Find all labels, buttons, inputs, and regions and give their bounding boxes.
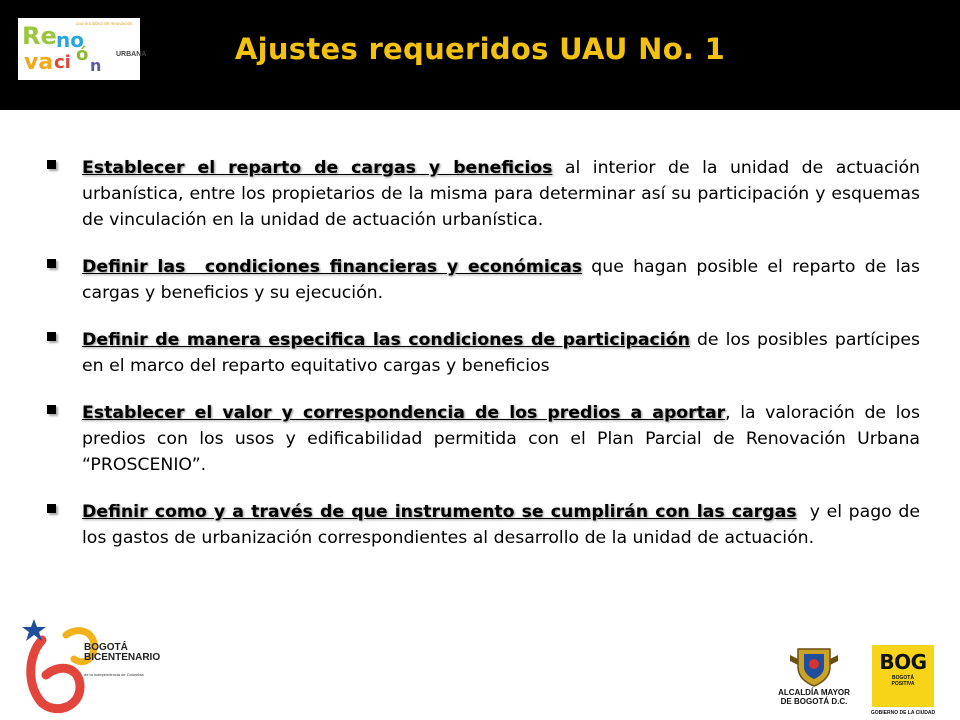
item-lead: Establecer el reparto de cargas y beneficios: [82, 158, 553, 178]
alcaldia-crest-icon: [788, 645, 840, 687]
logo-subtitle: URBANA: [116, 51, 147, 58]
item-text: [82, 254, 920, 306]
item-text: [82, 155, 920, 233]
square-bullet-icon: [40, 499, 82, 551]
alcaldia-line2: DE BOGOTÁ D.C.: [780, 697, 848, 706]
item-text: [82, 327, 920, 379]
square-bullet-icon: [40, 254, 82, 306]
logo-word-part: n: [90, 56, 102, 75]
bicentenario-line2: BICENTENARIO: [84, 652, 161, 663]
alcaldia-label: [768, 688, 860, 706]
item-lead: Definir las condiciones financieras y económicas: [82, 257, 583, 277]
item-rest: que hagan posible el reparto de las cargas y beneficios y su ejecución.: [82, 257, 920, 303]
bogota-positiva-logo: [872, 645, 934, 707]
logo-word-part: ó: [76, 44, 89, 65]
bog-sub-line2: POSITIVA: [891, 681, 915, 687]
requirements-list: [40, 155, 926, 572]
bog-subtitle: [872, 675, 934, 687]
item-rest: y el pago de los gastos de urbanización correspondientes al desarrollo de la unidad de actuación.: [82, 502, 926, 548]
square-bullet-icon: [40, 400, 82, 478]
logo-word-part: va: [24, 50, 54, 75]
bog-sub-line1: BOGOTÁ: [892, 675, 914, 681]
list-item: [40, 155, 920, 233]
logo-word-part: ci: [54, 52, 71, 73]
bicentenario-title: [84, 643, 160, 663]
gobierno-label: GOBIERNO DE LA CIUDAD: [870, 710, 936, 716]
logo-word-part: Re: [22, 22, 57, 50]
bicentenario-subtitle: de la Independencia de Colombia: [84, 672, 144, 677]
item-rest: de los posibles partícipes en el marco del reparto equitativo cargas y beneficios: [82, 330, 920, 376]
bog-mark: BOG: [879, 650, 927, 674]
item-text: [82, 400, 920, 478]
list-item: [40, 327, 920, 379]
list-item: [40, 400, 920, 478]
item-rest: , la valoración de los predios con los usos y edificabilidad permitida con el Plan Parcial de Renovación Urbana “PROSCENIO”.: [82, 403, 920, 475]
list-item: [40, 499, 926, 551]
item-lead: Definir como y a través de que instrumento se cumplirán con las cargas: [82, 502, 797, 522]
item-rest: al interior de la unidad de actuación urbanística, entre los propietarios de la misma para determinar así su participación y esquemas de vinculación en la unidad de actuación urbanística.: [82, 158, 920, 230]
logo-word-part: no: [56, 28, 84, 52]
header-bar: [0, 0, 960, 110]
item-lead: Definir de manera especifica las condiciones de participación: [82, 330, 690, 350]
square-bullet-icon: [40, 327, 82, 379]
page-title: Ajustes requeridos UAU No. 1: [234, 32, 726, 66]
bicentenario-logo: [20, 615, 180, 715]
bicentenario-line1: BOGOTÁ: [84, 642, 128, 653]
item-text: [82, 499, 926, 551]
list-item: [40, 254, 920, 306]
square-bullet-icon: [40, 155, 82, 233]
logo-tagline: una iniciativa de renovación: [76, 21, 133, 26]
item-lead: Establecer el valor y correspondencia de los predios a aportar: [82, 403, 726, 423]
alcaldia-line1: ALCALDÍA MAYOR: [778, 688, 850, 697]
